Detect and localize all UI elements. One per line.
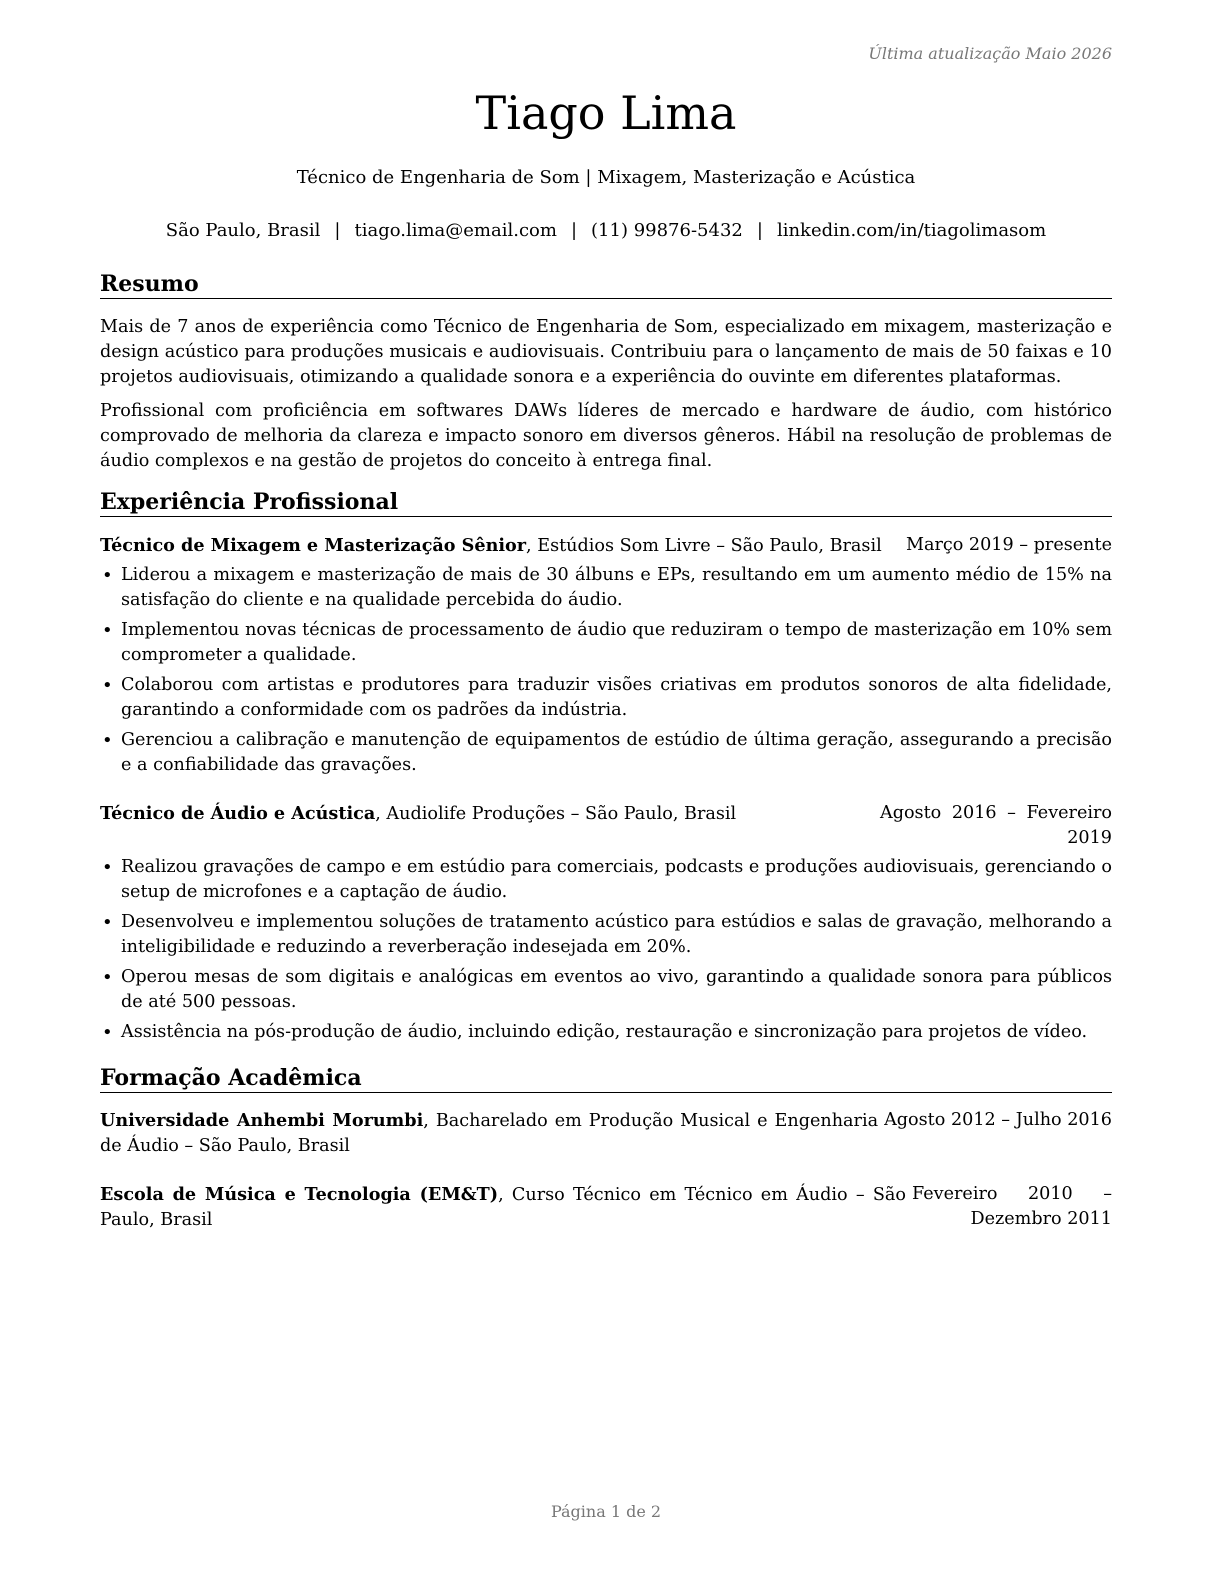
job-dates: Março 2019 – presente [905, 535, 1112, 555]
section-title-summary: Resumo [100, 271, 1112, 299]
section-title-education: Formação Acadêmica [100, 1065, 1112, 1093]
page-number: Página 1 de 2 [550, 1502, 662, 1521]
job-bullet: • Colaborou com artistas e produtores para traduzir visões criativas em produtos sonoros de alta fidelidade, garantindo a conformidade com os padrões da indústria. [100, 673, 1112, 723]
contact-linkedin[interactable]: linkedin.com/in/tiagolimasom [776, 220, 1047, 241]
job-title-line [100, 801, 880, 827]
summary-paragraph: Mais de 7 anos de experiência como Técnico de Engenharia de Som, especializado em mixagem, masterização e design acústico para produções musicais e audiovisuais. Contribuiu para o lançamento de mais de 50 faixas e 10 projetos audiovisuais, otimizando a qualidade sonora e a experiência do ouvinte em diferentes plataformas. [100, 317, 1112, 387]
education-school: Universidade Anhembi Morumbi [100, 1110, 424, 1131]
job-bullet: • Gerenciou a calibração e manutenção de equipamentos de estúdio de última geração, assegurando a precisão e a confiabilidade das gravações. [100, 728, 1112, 778]
job-bullet: • Realizou gravações de campo e em estúdio para comerciais, podcasts e produções audiovisuais, gerenciando o setup de microfones e a captação de áudio. [100, 855, 1112, 905]
education-dates: Fevereiro 2010 – Dezembro 2011 [912, 1184, 1112, 1229]
job-bullet: • Assistência na pós-produção de áudio, incluindo edição, restauração e sincronização para projetos de vídeo. [100, 1020, 1112, 1045]
job-company: , Audiolife Produções – São Paulo, Brasil [375, 804, 737, 824]
contact-phone: (11) 99876-5432 [591, 220, 743, 241]
job-bullets [100, 563, 1112, 778]
education-detail: , Bacharelado em Produção Musical e Engenharia de Áudio – São Paulo, Brasil [100, 1111, 879, 1156]
job-bullet: • Implementou novas técnicas de processamento de áudio que reduziram o tempo de masterização em 10% sem comprometer a qualidade. [100, 618, 1112, 668]
job-entry [100, 801, 1112, 1050]
job-bullet: • Operou mesas de som digitais e analógicas em eventos ao vivo, garantindo a qualidade sonora para públicos de até 500 pessoas. [100, 965, 1112, 1015]
job-dates: Agosto 2016 – Fevereiro 2019 [880, 803, 1112, 848]
last-updated: Última atualização Maio 2026 [868, 44, 1112, 63]
education-school-line [100, 1108, 884, 1159]
contact-email[interactable]: tiago.lima@email.com [354, 220, 557, 241]
job-role: Técnico de Áudio e Acústica [100, 803, 376, 824]
contact-separator: | [334, 220, 341, 241]
education-detail: , Curso Técnico em Técnico em Áudio – São Paulo, Brasil [100, 1185, 906, 1230]
job-bullet: • Desenvolveu e implementou soluções de tratamento acústico para estúdios e salas de gravação, melhorando a inteligibilidade e reduzindo a reverberação indesejada em 20%. [100, 910, 1112, 960]
job-bullet: • Liderou a mixagem e masterização de mais de 30 álbuns e EPs, resultando em um aumento médio de 15% na satisfação do cliente e na qualidade percebida do áudio. [100, 563, 1112, 613]
summary-block [100, 315, 1112, 483]
job-title-line [100, 533, 906, 559]
headline: Técnico de Engenharia de Som | Mixagem, Masterização e Acústica [296, 167, 916, 188]
education-entry [100, 1182, 1112, 1233]
education-row [100, 1182, 1112, 1233]
contact-separator: | [570, 220, 578, 241]
contact-location: São Paulo, Brasil [165, 220, 321, 241]
section-title-experience: Experiência Profissional [100, 489, 1112, 517]
job-bullets [100, 855, 1112, 1045]
job-entry [100, 533, 1112, 783]
contact-line [100, 220, 1112, 241]
education-school-line [100, 1182, 912, 1233]
summary-paragraph: Profissional com proficiência em softwares DAWs líderes de mercado e hardware de áudio, com histórico comprovado de melhoria da clareza e impacto sonoro em diversos gêneros. Hábil na resolução de problemas de áudio complexos e na gestão de projetos do conceito à entrega final. [100, 401, 1112, 471]
education-dates: Agosto 2012 – Julho 2016 [884, 1110, 1112, 1130]
education-entry [100, 1108, 1112, 1159]
job-role: Técnico de Mixagem e Masterização Sênior [100, 535, 527, 556]
contact-separator: | [756, 220, 763, 241]
education-school: Escola de Música e Tecnologia (EM&T) [100, 1184, 499, 1205]
job-header [100, 533, 1112, 559]
resume-page [100, 0, 1112, 1584]
job-company: , Estúdios Som Livre – São Paulo, Brasil [526, 536, 882, 556]
candidate-name: Tiago Lima [475, 86, 737, 140]
education-row [100, 1108, 1112, 1159]
job-header [100, 801, 1112, 851]
